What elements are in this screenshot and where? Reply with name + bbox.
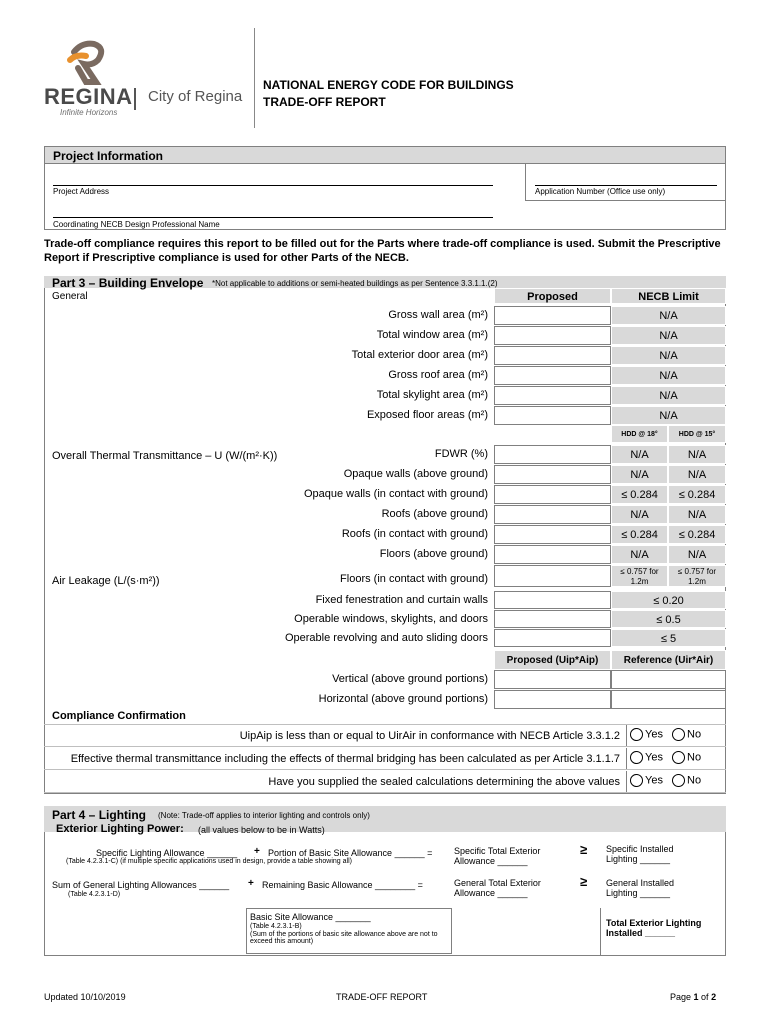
- sum-general-allowances[interactable]: Sum of General Lighting Allowances ______: [52, 880, 230, 890]
- ua-row-label: Horizontal (above ground portions): [318, 693, 488, 705]
- designer-name-field[interactable]: [53, 217, 493, 218]
- basic-note-sum: (Sum of the portions of basic site allowance above are not to exceed this amount): [250, 931, 438, 945]
- air-row-label: Operable revolving and auto sliding doors: [284, 632, 488, 644]
- no-label: No: [687, 728, 702, 741]
- proposed-input[interactable]: [494, 591, 611, 609]
- air-row-label: Fixed fenestration and curtain walls: [315, 594, 488, 606]
- no-radio[interactable]: [672, 774, 685, 787]
- area-row-label: Total exterior door area (m²): [351, 349, 488, 361]
- hdd18-value: N/A: [611, 505, 668, 524]
- specific-note: (Table 4.2.3.1-C) (if multiple specific applications used in design, provide a table showing all): [66, 858, 352, 865]
- hdd18-value: N/A: [611, 445, 668, 464]
- limit-value: N/A: [611, 366, 726, 385]
- limit-value: N/A: [611, 406, 726, 425]
- plus-sign: +: [254, 846, 260, 857]
- specific-total-allowance[interactable]: Specific Total Exterior Allowance ______: [454, 846, 541, 866]
- proposed-input[interactable]: [494, 565, 611, 587]
- logo-city: City of Regina: [148, 88, 243, 105]
- limit-value: N/A: [611, 326, 726, 345]
- header-subtitle: TRADE-OFF REPORT: [263, 95, 386, 109]
- basic-site-allowance[interactable]: Basic Site Allowance _______: [250, 912, 371, 922]
- part3-title: Part 3 – Building Envelope: [52, 276, 204, 290]
- proposed-input[interactable]: [494, 610, 611, 628]
- limit-value: N/A: [611, 306, 726, 325]
- yes-radio[interactable]: [630, 774, 643, 787]
- compliance-question: UipAip is less than or equal to UirAir in conformance with NECB Article 3.3.1.2: [239, 730, 620, 742]
- yes-radio[interactable]: [630, 728, 643, 741]
- air-row-label: Operable windows, skylights, and doors: [294, 613, 488, 625]
- footer-title: TRADE-OFF REPORT: [336, 992, 428, 1002]
- proposed-input[interactable]: [494, 505, 611, 524]
- proposed-input[interactable]: [494, 386, 611, 405]
- logo-divider: [134, 88, 136, 110]
- proposed-u-header: Proposed (Uip*Aip): [494, 650, 611, 670]
- exterior-title: Exterior Lighting Power:: [56, 823, 184, 835]
- air-title: Air Leakage (L/(s·m²)): [52, 575, 160, 587]
- portion-basic-site-allowance[interactable]: Portion of Basic Site Allowance ______ =: [268, 848, 433, 858]
- no-label: No: [687, 774, 702, 787]
- page-number: Page 1 of 2: [670, 992, 717, 1002]
- yes-no-group: [630, 774, 701, 787]
- proposed-input[interactable]: [494, 306, 611, 325]
- proposed-ua-input[interactable]: [494, 670, 611, 689]
- proposed-input[interactable]: [494, 445, 611, 464]
- no-radio[interactable]: [672, 728, 685, 741]
- compliance-title: Compliance Confirmation: [52, 710, 186, 722]
- designer-name-label: Coordinating NECB Design Professional Name: [53, 220, 220, 229]
- basic-note-table: (Table 4.2.3.1-B): [250, 923, 302, 930]
- header-divider: [254, 28, 255, 128]
- area-row-label: Total window area (m²): [376, 329, 488, 341]
- u-row-label: Floors (above ground): [379, 548, 488, 560]
- limit-header: NECB Limit: [611, 288, 726, 304]
- project-title: Project Information: [44, 146, 726, 164]
- limit-value: N/A: [611, 386, 726, 405]
- exterior-note: (all values below to be in Watts): [198, 825, 325, 835]
- proposed-input[interactable]: [494, 346, 611, 365]
- hdd15-value: N/A: [668, 505, 726, 524]
- yes-label: Yes: [645, 751, 663, 764]
- header-title: NATIONAL ENERGY CODE FOR BUILDINGS: [263, 78, 514, 92]
- city-logo: [44, 40, 254, 120]
- area-row-label: Exposed floor areas (m²): [366, 409, 488, 421]
- compliance-divider: [626, 725, 627, 747]
- u-row-label: Opaque walls (above ground): [343, 468, 488, 480]
- logo-wordmark: REGINA: [44, 84, 133, 109]
- yes-no-group: [630, 751, 701, 764]
- specific-installed-lighting[interactable]: Specific Installed Lighting ______: [606, 844, 674, 864]
- intro-text: Trade-off compliance requires this report to be filled out for the Parts where trade-off compliance is used. Submit the Prescriptive Report if Prescriptive compliance is used for other Parts of the NECB.: [44, 238, 721, 264]
- proposed-input[interactable]: [494, 326, 611, 345]
- yes-label: Yes: [645, 774, 663, 787]
- general-total-allowance[interactable]: General Total Exterior Allowance ______: [454, 878, 541, 898]
- hdd15-header: HDD @ 15°: [668, 425, 726, 443]
- limit-value: ≤ 0.5: [611, 610, 726, 628]
- hdd15-value: ≤ 0.757 for 1.2m: [668, 565, 726, 587]
- hdd15-value: N/A: [668, 445, 726, 464]
- reference-ua-input[interactable]: [611, 670, 726, 689]
- row-divider: [44, 746, 726, 747]
- row-divider: [44, 769, 726, 770]
- part4-note: (Note: Trade-off applies to interior lighting and controls only): [158, 811, 370, 820]
- u-row-label: Roofs (above ground): [381, 508, 488, 520]
- area-row-label: Gross wall area (m²): [388, 309, 488, 321]
- limit-value: ≤ 0.20: [611, 591, 726, 609]
- compliance-question: Have you supplied the sealed calculations determining the above values: [268, 776, 620, 788]
- hdd18-value: ≤ 0.284: [611, 485, 668, 504]
- proposed-input[interactable]: [494, 485, 611, 504]
- plus-sign: +: [248, 878, 254, 889]
- application-number-field[interactable]: [535, 185, 717, 186]
- u-row-label: Roofs (in contact with ground): [341, 528, 488, 540]
- hdd18-header: HDD @ 18°: [611, 425, 668, 443]
- proposed-input[interactable]: [494, 545, 611, 564]
- hdd15-value: ≤ 0.284: [668, 525, 726, 544]
- hdd15-value: N/A: [668, 545, 726, 564]
- hdd15-value: ≤ 0.284: [668, 485, 726, 504]
- no-radio[interactable]: [672, 751, 685, 764]
- reference-ua-input[interactable]: [611, 690, 726, 709]
- hdd18-value: N/A: [611, 545, 668, 564]
- proposed-input[interactable]: [494, 465, 611, 484]
- ua-row-label: Vertical (above ground portions): [332, 673, 488, 685]
- proposed-header: Proposed: [494, 288, 611, 304]
- hdd18-value: ≤ 0.284: [611, 525, 668, 544]
- proposed-input[interactable]: [494, 366, 611, 385]
- specific-lighting-allowance[interactable]: Specific Lighting Allowance ______: [96, 848, 238, 858]
- u-title: Overall Thermal Transmittance – U (W/(m²·K)): [52, 450, 278, 462]
- project-address-field[interactable]: [53, 185, 493, 186]
- no-label: No: [687, 751, 702, 764]
- yes-radio[interactable]: [630, 751, 643, 764]
- compliance-divider: [626, 748, 627, 770]
- proposed-input[interactable]: [494, 629, 611, 647]
- row-divider: [44, 792, 726, 793]
- reference-u-header: Reference (Uir*Air): [611, 650, 726, 670]
- u-row-label: FDWR (%): [434, 448, 488, 460]
- hdd15-value: N/A: [668, 465, 726, 484]
- project-address-label: Project Address: [53, 187, 110, 196]
- project-section: [44, 146, 726, 230]
- general-note: (Table 4.2.3.1-D): [68, 891, 121, 898]
- area-row-label: Gross roof area (m²): [388, 369, 488, 381]
- part4-title: Part 4 – Lighting: [52, 808, 147, 822]
- general-label: General: [52, 291, 88, 302]
- compliance-question: Effective thermal transmittance including the effects of thermal bridging has been calculated as per Article 3.1.1.7: [70, 753, 620, 765]
- footer-updated: Updated 10/10/2019: [44, 992, 126, 1002]
- proposed-ua-input[interactable]: [494, 690, 611, 709]
- logo-tagline: Infinite Horizons: [60, 108, 118, 117]
- total-exterior-lighting[interactable]: Total Exterior Lighting Installed ______: [606, 918, 702, 938]
- general-installed-lighting[interactable]: General Installed Lighting ______: [606, 878, 675, 898]
- part3-note: *Not applicable to additions or semi-heated buildings as per Sentence 3.3.1.1.(2): [212, 279, 498, 288]
- yes-no-group: [630, 728, 701, 741]
- proposed-input[interactable]: [494, 525, 611, 544]
- hdd18-value: N/A: [611, 465, 668, 484]
- area-row-label: Total skylight area (m²): [376, 389, 488, 401]
- limit-value: ≤ 5: [611, 629, 726, 647]
- ge-sign: ≥: [580, 874, 588, 889]
- compliance-divider: [626, 771, 627, 793]
- ge-sign: ≥: [580, 842, 588, 857]
- remaining-basic-allowance[interactable]: Remaining Basic Allowance ________ =: [262, 880, 423, 890]
- u-row-label: Floors (in contact with ground): [340, 573, 488, 585]
- u-row-label: Opaque walls (in contact with ground): [303, 488, 488, 500]
- proposed-input[interactable]: [494, 406, 611, 425]
- regina-r-icon: [64, 40, 114, 86]
- yes-label: Yes: [645, 728, 663, 741]
- application-number-label: Application Number (Office use only): [535, 187, 666, 196]
- limit-value: N/A: [611, 346, 726, 365]
- hdd18-value: ≤ 0.757 for 1.2m: [611, 565, 668, 587]
